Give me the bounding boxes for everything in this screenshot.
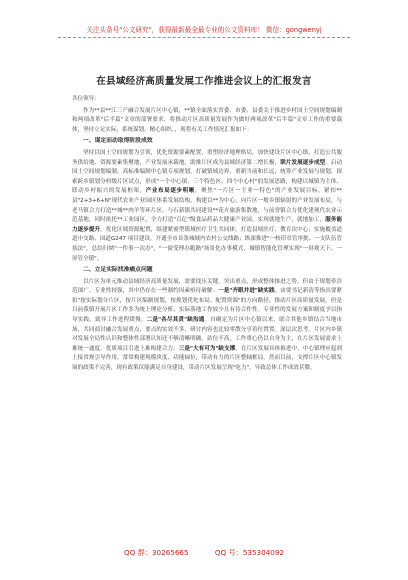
bold-highlight: 二是"各尽其责"缺沟通 — [146, 317, 205, 324]
bold-highlight: 服务能力逐步提升 — [72, 217, 343, 233]
section-2-paragraph — [72, 278, 342, 374]
paragraph-text: 。自确定为片区中心镇以来，联合其他乡镇结合当地市场，共同商讨融合发展重点，要点的实效不多，研讨内容也比较零散分享着位置置。深层次思考。片区内乡镇对发展全局性认识和整体性部署认知还不够清晰明确，站位不高，工作重心仍以自身为主，在片区发展需求上难统一通度，优质项目引进上难构建合力。 — [72, 317, 343, 352]
paragraph-text: 以片区为单元推动县域经济高质量发展，需要找压关键、突出重点，形成整体推进之势。但由于规划牵涉范围广、专业性较强，其中仍存在一些制约因素亟待破解： — [72, 278, 342, 295]
banner-divider — [58, 37, 350, 38]
document-body — [72, 95, 342, 374]
greeting: 各位领导： — [72, 96, 100, 102]
bold-highlight: 产业布局逐步明晰 — [145, 188, 195, 195]
paragraph-text: 。宙要书记新清等指出要紧扣"按实际划分片区，按片区编制规划，按规划优化布局、配置资源"的方向路径，推动片区高质量发展。但是目前我镇开展片区工作多为统上理论分析，实际落地工作较少且有待合作性。专业性的发展方案和制度予以指导实践，致导工作进程缓慢。 — [72, 288, 343, 324]
paragraph-text: 。在片区发展具体推进中，中心镇理应起到上接省规引导作用，常常构建现模块度、功能辐位，带动有力的片区整轴框局。然而目前，支撑片区中心镇发展的政策不完善，现有政策仅能满足自身建设，带动片区发展呈现"吃力"，导致总体工作成效甚微。 — [72, 345, 343, 372]
qq-number: QQ 号：535304092 — [214, 548, 284, 557]
qq-group: QQ 群：30265665 — [124, 548, 189, 557]
section-heading-1: 一、谋定而动取得阶段成效 — [83, 138, 153, 145]
contact-footer — [0, 548, 408, 558]
intro-paragraph: 作为**县**江三产融合发展片区中心镇，**镇全面落实省委、市委、县委关于推进乡村国土空间规划编制和两项改革"后半篇"文章的部署要求，将推动片区高质量发展作为做好两项改革"后半篇"文章工作的重要载体，坚持立足实际、系统谋划、精心组织，，现将有关工作情况汇报如下： — [72, 107, 342, 133]
paragraph-text: 。聚焦"一片区一主业一特色"的产业发展目标，紧扣**县"2+3+6+N"现代农业产业园区体系发展结构，构建以**为中心，向片区一般乡镇辐射的产业发展布局，与老马镇合力打造**城**肉羊等环片区，与石新镇共同建设**花卉旅游集散地，与前誉镇合力优化建现代农业示范基地，同时依托**工业园区，全力打造"百亿"级食品药品大健康产业园。实现就地生产、就地加工， — [72, 188, 343, 224]
paragraph-text: 坚持以国土空间规划为引领，优化资源要素配置，重塑经济地理格局，加快建设片区中心镇，打造公共服务供给地、资源要素集聚地，产业发展承载地，助推片区成为县域经济第二增长极， — [72, 149, 342, 166]
section-heading-2: 二、立足实际找准痛点问题 — [83, 267, 153, 274]
bold-highlight: 一是"齐眼并进"缺实践 — [218, 288, 275, 295]
paragraph-text: 。启动国土空间规划编制，高标准编制中心镇专项规划，打破镇域边界，重新当前和长远，统筹产业发展与规划，探索跨乡镇划分村级片区试点，形成"一个中心镇、三个特色区、四个中心村"的发展思路，构建以城镇为主体、联动乡村振兴的发展框架。 — [72, 159, 343, 195]
promo-banner: 关注头条号"公文研究"，获得最新最全最专业的公文资料库！ 微信：gongwenyj — [86, 26, 322, 34]
bold-highlight: 联片发展逐步成型 — [280, 159, 326, 166]
bold-highlight: 三是"大有可为"缺支撑 — [178, 345, 236, 352]
paragraph-text: 。优化区域资源配置，组建紧密型镇域医疗卫生共同体，打造县域医疗、教育次中心；实施覆盖道道中交路、国道G247 项目建设，开通全市首条城域内农村公交线路；纵深推进"一校印章管审批、一支队伍管执法"，总结归纳"一件事一次办"，"一窗受理办跑路"场景化办事模式，城镇智能化管理实现"一屏观天下、一屏管全镇"。 — [72, 226, 343, 262]
section-1-paragraph — [72, 149, 342, 264]
document-title: 在县域经济高质量发展工作推进会议上的汇报发言 — [96, 76, 312, 87]
